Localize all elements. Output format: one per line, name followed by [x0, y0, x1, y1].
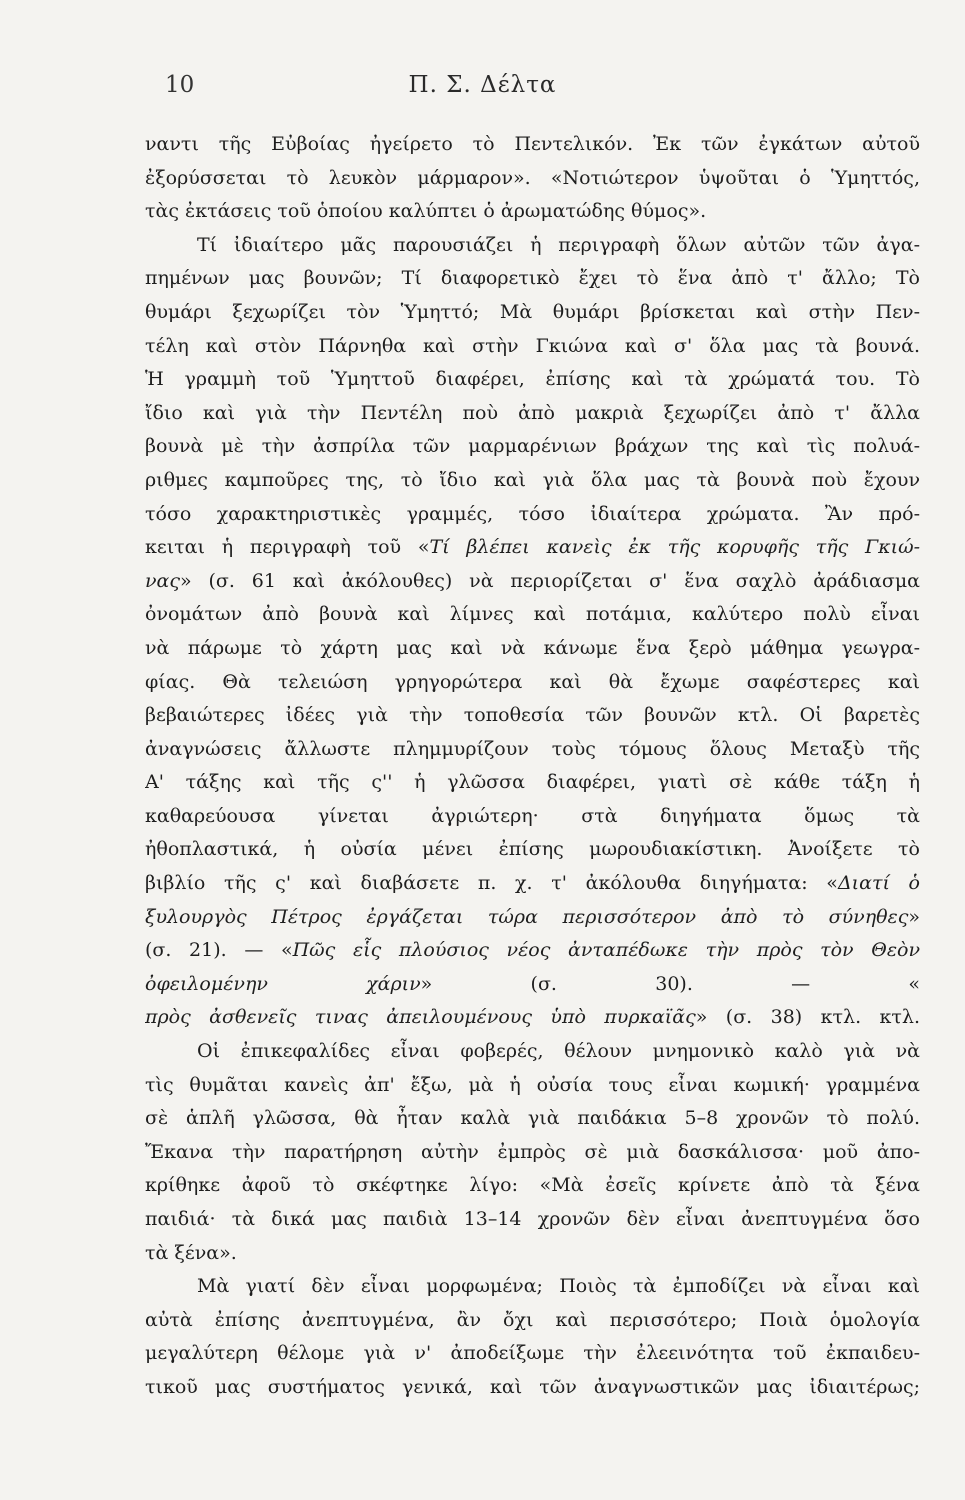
text-line: ριθμες καμποῦρες της, τὸ ἴδιο καὶ γιὰ ὅλα μας τὰ βουνὰ ποὺ ἔχουν: [145, 468, 920, 491]
running-title: Π. Σ. Δέλτα: [408, 72, 557, 98]
text-line: καθαρεύουσα γίνεται ἀγριώτερη· στὰ διηγήματα ὅμως τὰ: [145, 804, 920, 827]
body-text: [145, 128, 920, 1405]
italic-title: ὀφειλομένην χάριν: [145, 972, 421, 995]
text-line: τὰ ξένα».: [145, 1241, 237, 1264]
line-text: »: [908, 905, 920, 928]
line-text: » (σ. 61 καὶ ἀκόλουθες) νὰ περιορίζεται σ' ἕνα σαχλὸ ἀράδιασμα: [180, 569, 920, 592]
text-line: πημένων μας βουνῶν; Τί διαφορετικὸ ἔχει τὸ ἕνα ἀπὸ τ' ἄλλο; Τὸ: [145, 267, 920, 290]
line-text: κειται ἡ περιγραφὴ τοῦ «: [145, 536, 430, 559]
text-line: τέλη καὶ στὸν Πάρνηθα καὶ στὴν Γκιώνα καὶ σ' ὅλα μας τὰ βουνά.: [145, 334, 920, 357]
text-line: Μὰ γιατί δὲν εἶναι μορφωμένα; Ποιὸς τὰ ἐμποδίζει νὰ εἶναι καὶ: [197, 1275, 920, 1298]
text-line: ἠθοπλαστικά, ἡ οὐσία μένει ἐπίσης μωρουδιακίστικη. Ἀνοίξετε τὸ: [145, 838, 920, 861]
text-line: [145, 531, 920, 565]
text-line: βεβαιώτερες ἰδέες γιὰ τὴν τοποθεσία τῶν βουνῶν κτλ. Οἱ βαρετὲς: [145, 704, 920, 727]
text-line: ναντι τῆς Εὐβοίας ἠγείρετο τὸ Πεντελικόν. Ἐκ τῶν ἐγκάτων αὐτοῦ: [145, 133, 920, 155]
text-line: θυμάρι ξεχωρίζει τὸν Ὑμηττό; Μὰ θυμάρι βρίσκεται καὶ στὴν Πεν-: [145, 300, 920, 323]
text-line: Οἱ ἐπικεφαλίδες εἶναι φοβερές, θέλουν μνημονικὸ καλὸ γιὰ νὰ: [197, 1040, 920, 1063]
text-line: ἀναγνώσεις ἄλλωστε πλημμυρίζουν τοὺς τόμους ὅλους Μεταξὺ τῆς: [145, 737, 920, 760]
line-text: βιβλίο τῆς ς' καὶ διαβάσετε π. χ. τ' ἀκόλουθα διηγήματα: «: [145, 872, 838, 895]
italic-title: πρὸς ἀσθενεῖς τινας ἀπειλουμένους ὑπὸ πυρκαϊᾶς: [145, 1006, 696, 1029]
text-line: παιδιά· τὰ δικά μας παιδιὰ 13–14 χρονῶν δὲν εἶναι ἀνεπτυγμένα ὅσο: [145, 1208, 920, 1230]
line-text: (σ. 21). — «: [145, 939, 293, 962]
page-header: [0, 72, 965, 108]
text-line: [145, 565, 920, 599]
text-line: κρίθηκε ἀφοῦ τὸ σκέφτηκε λίγο: «Μὰ ἐσεῖς κρίνετε ἀπὸ τὰ ξένα: [145, 1174, 920, 1197]
text-line: [145, 934, 920, 968]
text-line: βουνὰ μὲ τὴν ἀσπρίλα τῶν μαρμαρένιων βράχων της καὶ τὶς πολυά-: [145, 435, 920, 458]
text-line: ὀνομάτων ἀπὸ βουνὰ καὶ λίμνες καὶ ποτάμια, καλύτερο πολὺ εἶναι: [145, 603, 920, 626]
text-line: ἴδιο καὶ γιὰ τὴν Πεντέλη ποὺ ἀπὸ μακριὰ ξεχωρίζει ἀπὸ τ' ἄλλα: [145, 401, 920, 424]
text-line: τόσο χαρακτηριστικὲς γραμμές, τόσο ἰδιαίτερα χρώματα. Ἂν πρό-: [145, 502, 920, 525]
text-line: Τί ἰδιαίτερο μᾶς παρουσιάζει ἡ περιγραφὴ ὅλων αὐτῶν τῶν ἀγα-: [197, 233, 920, 256]
text-line: αὐτὰ ἐπίσης ἀνεπτυγμένα, ἂν ὄχι καὶ περισσότερο; Ποιὰ ὁμολογία: [145, 1308, 920, 1331]
text-line: μεγαλύτερη θέλομε γιὰ ν' ἀποδείξωμε τὴν ἐλεεινότητα τοῦ ἐκπαιδευ-: [145, 1342, 920, 1365]
text-line: τὰς ἐκτάσεις τοῦ ὁποίου καλύπτει ὁ ἀρωματώδης θύμος».: [145, 200, 707, 223]
text-line: [145, 968, 920, 1002]
text-line: φίας. Θὰ τελειώση γρηγορώτερα καὶ θὰ ἔχωμε σαφέστερες καὶ: [145, 670, 920, 693]
text-line: [145, 867, 920, 901]
text-line: [145, 1001, 920, 1035]
italic-title: Διατί ὁ: [837, 872, 920, 895]
text-line: ἐξορύσσεται τὸ λευκὸν μάρμαρον». «Νοτιώτερον ὑψοῦται ὁ Ὑμηττός,: [145, 166, 920, 189]
text-line: Ἔκανα τὴν παρατήρηση αὐτὴν ἐμπρὸς σὲ μιὰ δασκάλισσα· μοῦ ἀπο-: [145, 1140, 920, 1163]
text-line: σὲ ἁπλῆ γλῶσσα, θὰ ἦταν καλὰ γιὰ παιδάκια 5–8 χρονῶν τὸ πολύ.: [145, 1107, 920, 1130]
italic-title: ξυλουργὸς Πέτρος ἐργάζεται τώρα περισσότερον ἀπὸ τὸ σύνηθες: [145, 905, 909, 928]
text-line: Ἡ γραμμὴ τοῦ Ὑμηττοῦ διαφέρει, ἐπίσης καὶ τὰ χρώματά του. Τὸ: [145, 368, 920, 391]
italic-title: Τί βλέπει κανεὶς ἐκ τῆς κορυφῆς τῆς Γκιώ-: [429, 536, 920, 559]
italic-title: νας: [145, 569, 181, 592]
text-line: [145, 901, 920, 935]
text-line: Α' τάξης καὶ τῆς ς'' ἡ γλῶσσα διαφέρει, γιατὶ σὲ κάθε τάξη ἡ: [145, 771, 920, 794]
italic-title: Πῶς εἷς πλούσιος νέος ἀνταπέδωκε τὴν πρὸς τὸν Θεὸν: [292, 939, 920, 962]
line-text: » (σ. 38) κτλ. κτλ.: [695, 1006, 920, 1029]
text-line: τικοῦ μας συστήματος γενικά, καὶ τῶν ἀναγνωστικῶν μας ἰδιαιτέρως;: [145, 1375, 920, 1398]
line-text: » (σ. 30). — «: [420, 972, 920, 995]
text-line: τὶς θυμᾶται κανεὶς ἀπ' ἔξω, μὰ ἡ οὐσία τους εἶναι κωμική· γραμμένα: [145, 1073, 920, 1096]
page-number: 10: [165, 72, 195, 98]
text-line: νὰ πάρωμε τὸ χάρτη μας καὶ νὰ κάνωμε ἕνα ξερὸ μάθημα γεωγρα-: [145, 636, 920, 659]
